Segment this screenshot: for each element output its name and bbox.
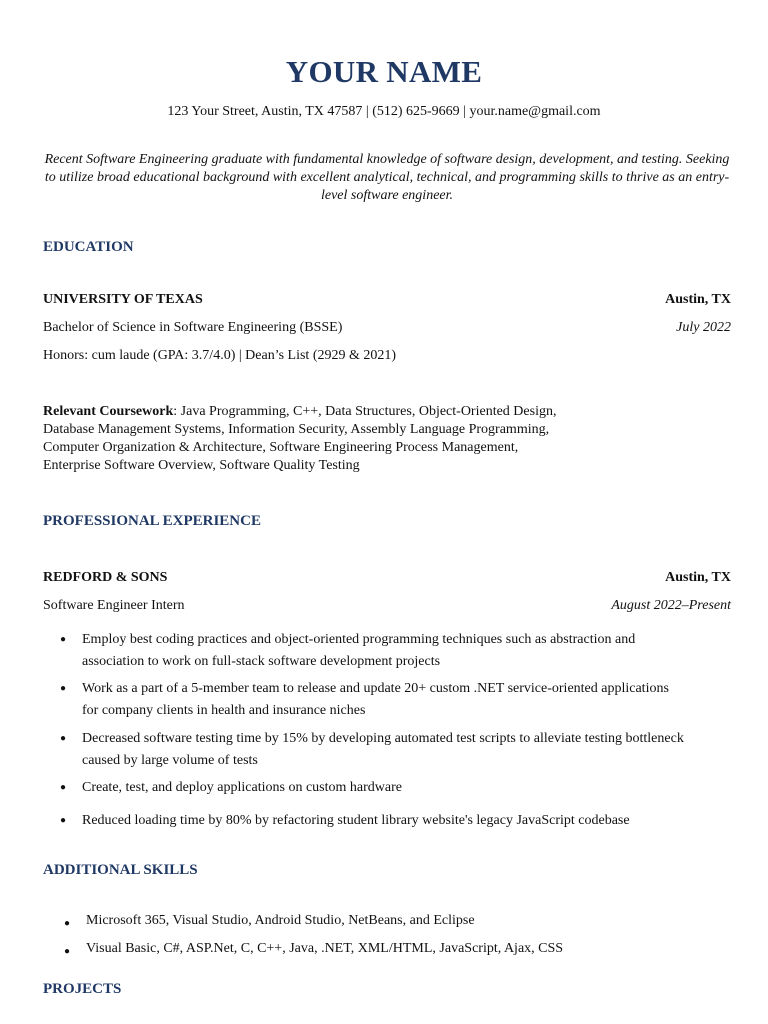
bullet-icon: ● bbox=[64, 946, 71, 957]
job-title: Software Engineer Intern bbox=[43, 598, 185, 613]
skills-heading: ADDITIONAL SKILLS bbox=[43, 862, 198, 878]
coursework-line-4: Enterprise Software Overview, Software Quality Testing bbox=[43, 458, 360, 473]
list-item: ● Microsoft 365, Visual Studio, Android Studio, NetBeans, and Eclipse bbox=[64, 913, 475, 935]
bullet-icon: ● bbox=[60, 782, 67, 793]
graduation-date: July 2022 bbox=[676, 320, 731, 335]
company-location: Austin, TX bbox=[665, 570, 731, 585]
contact-line: 123 Your Street, Austin, TX 47587 | (512) 625-9669 | your.name@gmail.com bbox=[167, 104, 601, 119]
honors: Honors: cum laude (GPA: 3.7/4.0) | Dean’s List (2929 & 2021) bbox=[43, 348, 397, 363]
bullet-icon: ● bbox=[60, 733, 67, 744]
degree: Bachelor of Science in Software Engineering (BSSE) bbox=[43, 320, 343, 335]
coursework-line-1: Relevant Coursework: Java Programming, C++, Data Structures, Object-Oriented Design, bbox=[43, 404, 557, 419]
school-name: UNIVERSITY OF TEXAS bbox=[43, 292, 203, 307]
list-item: ● Visual Basic, C#, ASP.Net, C, C++, Java, .NET, XML/HTML, JavaScript, Ajax, CSS bbox=[64, 941, 563, 963]
bullet-icon: ● bbox=[60, 634, 67, 645]
summary: Recent Software Engineering graduate with fundamental knowledge of software design, development, and testing. Seeking to utilize broad educational background with excellent analytical, technical, and programming skills to thrive as an entry-level software engineer. bbox=[44, 152, 730, 203]
bullet-icon: ● bbox=[60, 683, 67, 694]
bullet-icon: ● bbox=[64, 918, 71, 929]
list-item: ● Create, test, and deploy applications on custom hardware bbox=[60, 777, 692, 799]
experience-heading: PROFESSIONAL EXPERIENCE bbox=[43, 513, 261, 529]
coursework-line-3: Computer Organization & Architecture, Software Engineering Process Management, bbox=[43, 440, 519, 455]
list-item: ● Work as a part of a 5-member team to release and update 20+ custom .NET service-oriented applications for company clients in health and insurance niches bbox=[60, 678, 692, 722]
school-location: Austin, TX bbox=[665, 292, 731, 307]
company-name: REDFORD & SONS bbox=[43, 570, 168, 585]
coursework-line-2: Database Management Systems, Information Security, Assembly Language Programming, bbox=[43, 422, 550, 437]
coursework bbox=[43, 403, 583, 475]
name-heading: YOUR NAME bbox=[285, 54, 483, 89]
job-date: August 2022–Present bbox=[611, 598, 731, 613]
bullet-icon: ● bbox=[60, 815, 67, 826]
list-item: ● Employ best coding practices and object-oriented programming techniques such as abstraction and association to work on full-stack software development projects bbox=[60, 629, 692, 673]
list-item: ● Decreased software testing time by 15% by developing automated test scripts to alleviate testing bottleneck caused by large volume of tests bbox=[60, 728, 692, 772]
coursework-label: Relevant Coursework bbox=[43, 404, 174, 419]
projects-heading: PROJECTS bbox=[43, 981, 122, 997]
list-item: ● Reduced loading time by 80% by refactoring student library website's legacy JavaScript codebase bbox=[60, 810, 692, 832]
education-heading: EDUCATION bbox=[43, 239, 134, 255]
